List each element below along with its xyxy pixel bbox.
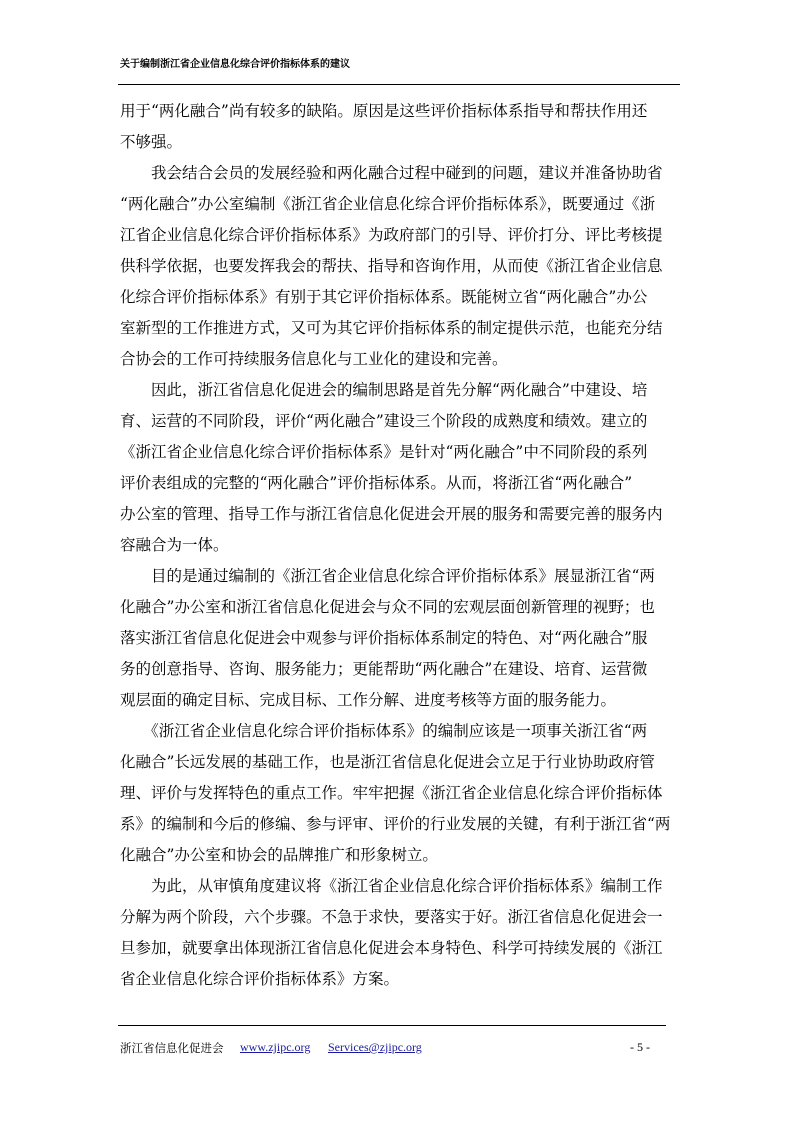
footer-organization: 浙江省信息化促进会: [120, 1041, 224, 1055]
body-text-line: 落实浙江省信息化促进会中观参与评价指标体系制定的特色、对“两化融合”服: [120, 629, 648, 647]
footer-email-link[interactable]: Services@zjipc.org: [328, 1040, 422, 1054]
body-text-line: 《浙江省企业信息化综合评价指标体系》的编制应该是一项事关浙江省“两: [120, 722, 648, 740]
body-text-line: 化融合”长远发展的基础工作，也是浙江省信息化促进会立足于行业协助政府管: [120, 753, 655, 771]
body-text-line: 我会结合会员的发展经验和两化融合过程中碰到的问题，建议并准备协助省: [120, 164, 663, 182]
body-text-line: 观层面的确定目标、完成目标、工作分解、进度考核等方面的服务能力。: [120, 691, 617, 709]
body-text-line: 办公室的管理、指导工作与浙江省信息化促进会开展的服务和需要完善的服务内: [120, 505, 663, 523]
body-text-line: 分解为两个阶段，六个步骤。不急于求快，要落实于好。浙江省信息化促进会一: [120, 908, 663, 926]
body-text-line: 系》的编制和今后的修编、参与评审、评价的行业发展的关键，有利于浙江省“两: [120, 815, 671, 833]
page-number: - 5 -: [630, 1040, 650, 1054]
body-text-line: 室新型的工作推进方式，又可为其它评价指标体系的制定提供示范，也能充分结: [120, 319, 663, 337]
body-text-line: 容融合为一体。: [120, 536, 229, 554]
body-text-line: 不够强。: [120, 133, 183, 151]
body-text-line: 评价表组成的完整的“两化融合”评价指标体系。从而，将浙江省“两化融合”: [120, 474, 633, 492]
footer-divider: [118, 1025, 666, 1026]
body-text-line: 化融合”办公室和协会的品牌推广和形象树立。: [120, 846, 438, 864]
body-text-line: 供科学依据，也要发挥我会的帮扶、指导和咨询作用，从而使《浙江省企业信息: [120, 257, 663, 275]
body-text-line: 育、运营的不同阶段，评价“两化融合”建设三个阶段的成熟度和绩效。建立的: [120, 412, 648, 430]
body-text-line: 理、评价与发挥特色的重点工作。牢牢把握《浙江省企业信息化综合评价指标体: [120, 784, 663, 802]
page-footer: [120, 1040, 660, 1058]
body-text-line: 化综合评价指标体系》有别于其它评价指标体系。既能树立省“两化融合”办公: [120, 288, 648, 306]
body-text-line: 江省企业信息化综合评价指标体系》为政府部门的引导、评价打分、评比考核提: [120, 226, 663, 244]
body-text-line: 《浙江省企业信息化综合评价指标体系》是针对“两化融合”中不同阶段的系列: [120, 443, 648, 461]
body-text-line: 合协会的工作可持续服务信息化与工业化的建设和完善。: [120, 350, 508, 368]
body-text-line: 务的创意指导、咨询、服务能力；更能帮助“两化融合”在建设、培育、运营微: [120, 660, 648, 678]
body-text-line: 旦参加，就要拿出体现浙江省信息化促进会本身特色、科学可持续发展的《浙江: [120, 939, 663, 957]
body-text-line: 用于“两化融合”尚有较多的缺陷。原因是这些评价指标体系指导和帮扶作用还: [120, 102, 648, 120]
body-text-line: 目的是通过编制的《浙江省企业信息化综合评价指标体系》展显浙江省“两: [120, 567, 655, 585]
footer-website-link[interactable]: www.zjipc.org: [240, 1040, 311, 1054]
body-text-line: 省企业信息化综合评价指标体系》方案。: [120, 970, 400, 988]
body-text-line: 化融合”办公室和浙江省信息化促进会与众不同的宏观层面创新管理的视野；也: [120, 598, 655, 616]
body-text-line: “两化融合”办公室编制《浙江省企业信息化综合评价指标体系》，既要通过《浙: [120, 195, 656, 213]
header-divider: [118, 84, 680, 85]
running-header-title: 关于编制浙江省企业信息化综合评价指标体系的建议: [120, 59, 350, 70]
body-text-line: 因此，浙江省信息化促进会的编制思路是首先分解“两化融合”中建设、培: [120, 381, 648, 399]
document-body: [120, 96, 682, 995]
body-text-line: 为此，从审慎角度建议将《浙江省企业信息化综合评价指标体系》编制工作: [120, 877, 663, 895]
